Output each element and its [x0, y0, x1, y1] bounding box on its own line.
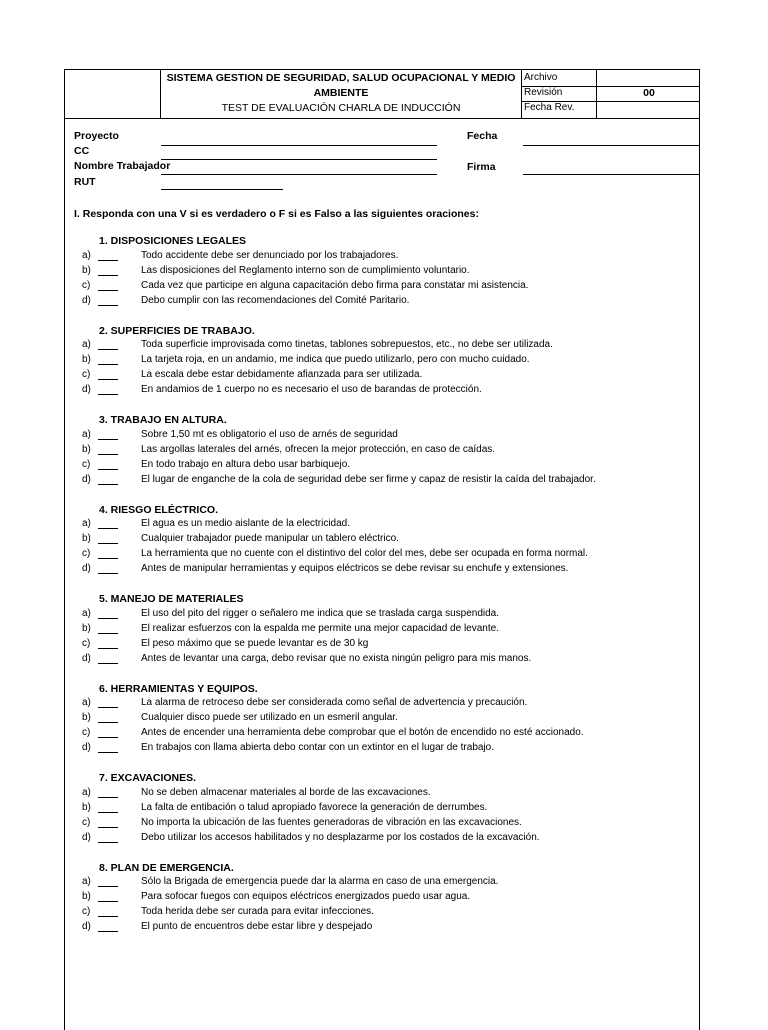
answer-blank[interactable] [98, 484, 118, 485]
question-letter: c) [82, 637, 91, 649]
question-text: El lugar de enganche de la cola de seguridad debe ser firme y capaz de resistir la caída del trabajador. [141, 473, 596, 485]
question-text: La herramienta que no cuente con el distintivo del color del mes, debe ser ocupada en forma normal. [141, 548, 588, 559]
question-text: La escala debe estar debidamente afianzada para ser utilizada. [141, 369, 423, 380]
answer-blank[interactable] [98, 812, 118, 813]
archivo-label: Archivo [524, 72, 558, 83]
question-text: No se deben almacenar materiales al borde de las excavaciones. [141, 786, 431, 798]
answer-blank[interactable] [98, 707, 118, 708]
question-text: En todo trabajo en altura debo usar barbiquejo. [141, 458, 351, 470]
header-divider [596, 70, 597, 118]
question-row [65, 876, 699, 890]
question-row [65, 548, 699, 562]
question-text: La tarjeta roja, en un andamio, me indica que puedo utilizarlo, pero con mucho cuidado. [141, 354, 530, 365]
question-row [65, 638, 699, 652]
question-letter: a) [82, 607, 91, 619]
question-row [65, 787, 699, 801]
question-row [65, 653, 699, 667]
firma-field[interactable] [523, 174, 699, 175]
header-table [65, 70, 699, 119]
question-row [65, 832, 699, 846]
answer-blank[interactable] [98, 573, 118, 574]
question-letter: d) [82, 563, 91, 574]
question-row [65, 459, 699, 473]
question-text: Antes de encender una herramienta debe comprobar que el botón de encendido no esté accionado. [141, 727, 584, 738]
cc-field[interactable] [161, 159, 437, 160]
question-letter: b) [82, 891, 91, 902]
section-title: 8. PLAN DE EMERGENCIA. [99, 861, 234, 874]
answer-blank[interactable] [98, 663, 118, 664]
answer-blank[interactable] [98, 827, 118, 828]
rut-label: RUT [74, 176, 96, 188]
question-row [65, 429, 699, 443]
question-text: Las disposiciones del Reglamento interno son de cumplimiento voluntario. [141, 264, 470, 276]
answer-blank[interactable] [98, 454, 118, 455]
proyecto-label: Proyecto [74, 130, 119, 142]
answer-blank[interactable] [98, 931, 118, 932]
question-row [65, 384, 699, 398]
fecha-label: Fecha [467, 130, 498, 142]
question-row [65, 295, 699, 309]
question-text: Para sofocar fuegos con equipos eléctricos energizados puedo usar agua. [141, 891, 471, 902]
question-text: El agua es un medio aislante de la electricidad. [141, 518, 351, 529]
question-letter: d) [82, 384, 91, 395]
question-letter: a) [82, 786, 91, 798]
question-letter: d) [82, 294, 91, 306]
fecha-field[interactable] [523, 145, 699, 146]
question-text: Toda superficie improvisada como tinetas, tablones sobrepuestos, etc., no debe ser utilizada. [141, 339, 553, 350]
question-letter: c) [82, 369, 91, 380]
question-text: La falta de entibación o talud apropiado favorece la generación de derrumbes. [141, 801, 488, 813]
instructions: I. Responda con una V si es verdadero o F si es Falso a las siguientes oraciones: [74, 208, 479, 220]
question-text: Debo utilizar los accesos habilitados y no desplazarme por los costados de la excavación. [141, 831, 540, 843]
question-letter: c) [82, 727, 91, 738]
question-letter: d) [82, 921, 91, 932]
answer-blank[interactable] [98, 558, 118, 559]
question-row [65, 802, 699, 816]
question-text: Cualquier trabajador puede manipular un tablero eléctrico. [141, 533, 399, 544]
question-text: No importa la ubicación de las fuentes generadoras de vibración en las excavaciones. [141, 816, 522, 828]
answer-blank[interactable] [98, 648, 118, 649]
question-text: El peso máximo que se puede levantar es de 30 kg [141, 637, 369, 649]
question-text: El uso del pito del rigger o señalero me indica que se traslada carga suspendida. [141, 607, 499, 619]
answer-blank[interactable] [98, 394, 118, 395]
question-letter: b) [82, 622, 91, 634]
fecha-rev-label: Fecha Rev. [524, 102, 575, 113]
question-row [65, 563, 699, 577]
nombre-trabajador-field[interactable] [161, 174, 437, 175]
question-text: Todo accidente debe ser denunciado por los trabajadores. [141, 249, 399, 261]
question-letter: b) [82, 264, 91, 276]
section-title: 6. HERRAMIENTAS Y EQUIPOS. [99, 682, 258, 695]
answer-blank[interactable] [98, 469, 118, 470]
section-title: 7. EXCAVACIONES. [99, 772, 197, 784]
question-text: El punto de encuentros debe estar libre y despejado [141, 921, 373, 932]
question-text: En andamios de 1 cuerpo no es necesario el uso de barandas de protección. [141, 384, 482, 395]
firma-label: Firma [467, 161, 496, 173]
nombre-trabajador-label: Nombre Trabajador [74, 160, 171, 172]
section-title: 5. MANEJO DE MATERIALES [99, 593, 244, 605]
proyecto-field[interactable] [161, 145, 437, 146]
question-text: Debo cumplir con las recomendaciones del Comité Paritario. [141, 294, 410, 306]
header-subtitle: TEST DE EVALUACIÓN CHARLA DE INDUCCIÓN [221, 102, 461, 114]
question-letter: b) [82, 533, 91, 544]
question-letter: c) [82, 279, 91, 291]
question-row [65, 712, 699, 726]
question-letter: b) [82, 801, 91, 813]
question-letter: d) [82, 473, 91, 485]
answer-blank[interactable] [98, 349, 118, 350]
question-letter: c) [82, 816, 91, 828]
section-title: 2. SUPERFICIES DE TRABAJO. [99, 324, 255, 337]
question-letter: c) [82, 906, 91, 917]
cc-label: CC [74, 145, 90, 157]
answer-blank[interactable] [98, 633, 118, 634]
answer-blank[interactable] [98, 618, 118, 619]
section-title: 1. DISPOSICIONES LEGALES [99, 235, 247, 247]
question-row [65, 250, 699, 264]
question-letter: a) [82, 339, 91, 350]
answer-blank[interactable] [98, 528, 118, 529]
answer-blank[interactable] [98, 543, 118, 544]
question-row [65, 906, 699, 920]
question-letter: d) [82, 652, 91, 664]
answer-blank[interactable] [98, 886, 118, 887]
question-row [65, 921, 699, 935]
question-row [65, 369, 699, 383]
question-text: La alarma de retroceso debe ser considerada como señal de advertencia y precaución. [141, 697, 528, 708]
question-row [65, 265, 699, 279]
question-text: Las argollas laterales del arnés, ofrecen la mejor protección, en caso de caídas. [141, 443, 496, 455]
answer-blank[interactable] [98, 275, 118, 276]
question-text: En trabajos con llama abierta debo contar con un extintor en el lugar de trabajo. [141, 742, 494, 753]
revision-label: Revisión [524, 87, 563, 98]
answer-blank[interactable] [98, 722, 118, 723]
question-letter: c) [82, 548, 91, 559]
rut-field[interactable] [161, 189, 283, 190]
question-row [65, 533, 699, 547]
question-row [65, 354, 699, 368]
question-letter: a) [82, 697, 91, 708]
question-row [65, 444, 699, 458]
question-row [65, 280, 699, 294]
question-row [65, 623, 699, 637]
section-title: 4. RIESGO ELÉCTRICO. [99, 503, 219, 516]
answer-blank[interactable] [98, 290, 118, 291]
question-text: Sobre 1,50 mt es obligatorio el uso de arnés de seguridad [141, 428, 398, 440]
answer-blank[interactable] [98, 797, 118, 798]
answer-blank[interactable] [98, 737, 118, 738]
section-title: 3. TRABAJO EN ALTURA. [99, 414, 227, 426]
answer-blank[interactable] [98, 260, 118, 261]
question-letter: a) [82, 428, 91, 440]
question-letter: b) [82, 443, 91, 455]
form-frame [64, 69, 700, 1030]
question-letter: a) [82, 518, 91, 529]
answer-blank[interactable] [98, 842, 118, 843]
header-divider [521, 70, 522, 118]
question-letter: d) [82, 831, 91, 843]
question-letter: b) [82, 354, 91, 365]
answer-blank[interactable] [98, 439, 118, 440]
question-text: Antes de manipular herramientas y equipos eléctricos se debe revisar su enchufe y extensiones. [141, 563, 569, 574]
answer-blank[interactable] [98, 379, 118, 380]
header-title-line1: SISTEMA GESTION DE SEGURIDAD, SALUD OCUPACIONAL Y MEDIO [166, 72, 516, 84]
question-row [65, 891, 699, 905]
question-letter: b) [82, 712, 91, 723]
question-text: Antes de levantar una carga, debo revisar que no exista ningún peligro para mis manos. [141, 652, 532, 664]
question-text: Sólo la Brigada de emergencia puede dar la alarma en caso de una emergencia. [141, 876, 499, 887]
question-text: Cada vez que participe en alguna capacitación debo firma para constatar mi asistencia. [141, 279, 529, 291]
question-row [65, 339, 699, 353]
question-row [65, 742, 699, 756]
question-row [65, 817, 699, 831]
question-letter: d) [82, 742, 91, 753]
question-text: Cualquier disco puede ser utilizado en un esmeril angular. [141, 712, 398, 723]
answer-blank[interactable] [98, 901, 118, 902]
question-row [65, 697, 699, 711]
answer-blank[interactable] [98, 916, 118, 917]
question-letter: a) [82, 876, 91, 887]
answer-blank[interactable] [98, 305, 118, 306]
header-title-line2: AMBIENTE [313, 87, 369, 99]
question-row [65, 518, 699, 532]
revision-value[interactable]: 00 [643, 87, 655, 99]
answer-blank[interactable] [98, 752, 118, 753]
answer-blank[interactable] [98, 364, 118, 365]
question-letter: c) [82, 458, 91, 470]
question-row [65, 608, 699, 622]
question-row [65, 727, 699, 741]
question-text: El realizar esfuerzos con la espalda me permite una mejor capacidad de levante. [141, 622, 499, 634]
question-row [65, 474, 699, 488]
question-letter: a) [82, 249, 91, 261]
question-text: Toda herida debe ser curada para evitar infecciones. [141, 906, 374, 917]
